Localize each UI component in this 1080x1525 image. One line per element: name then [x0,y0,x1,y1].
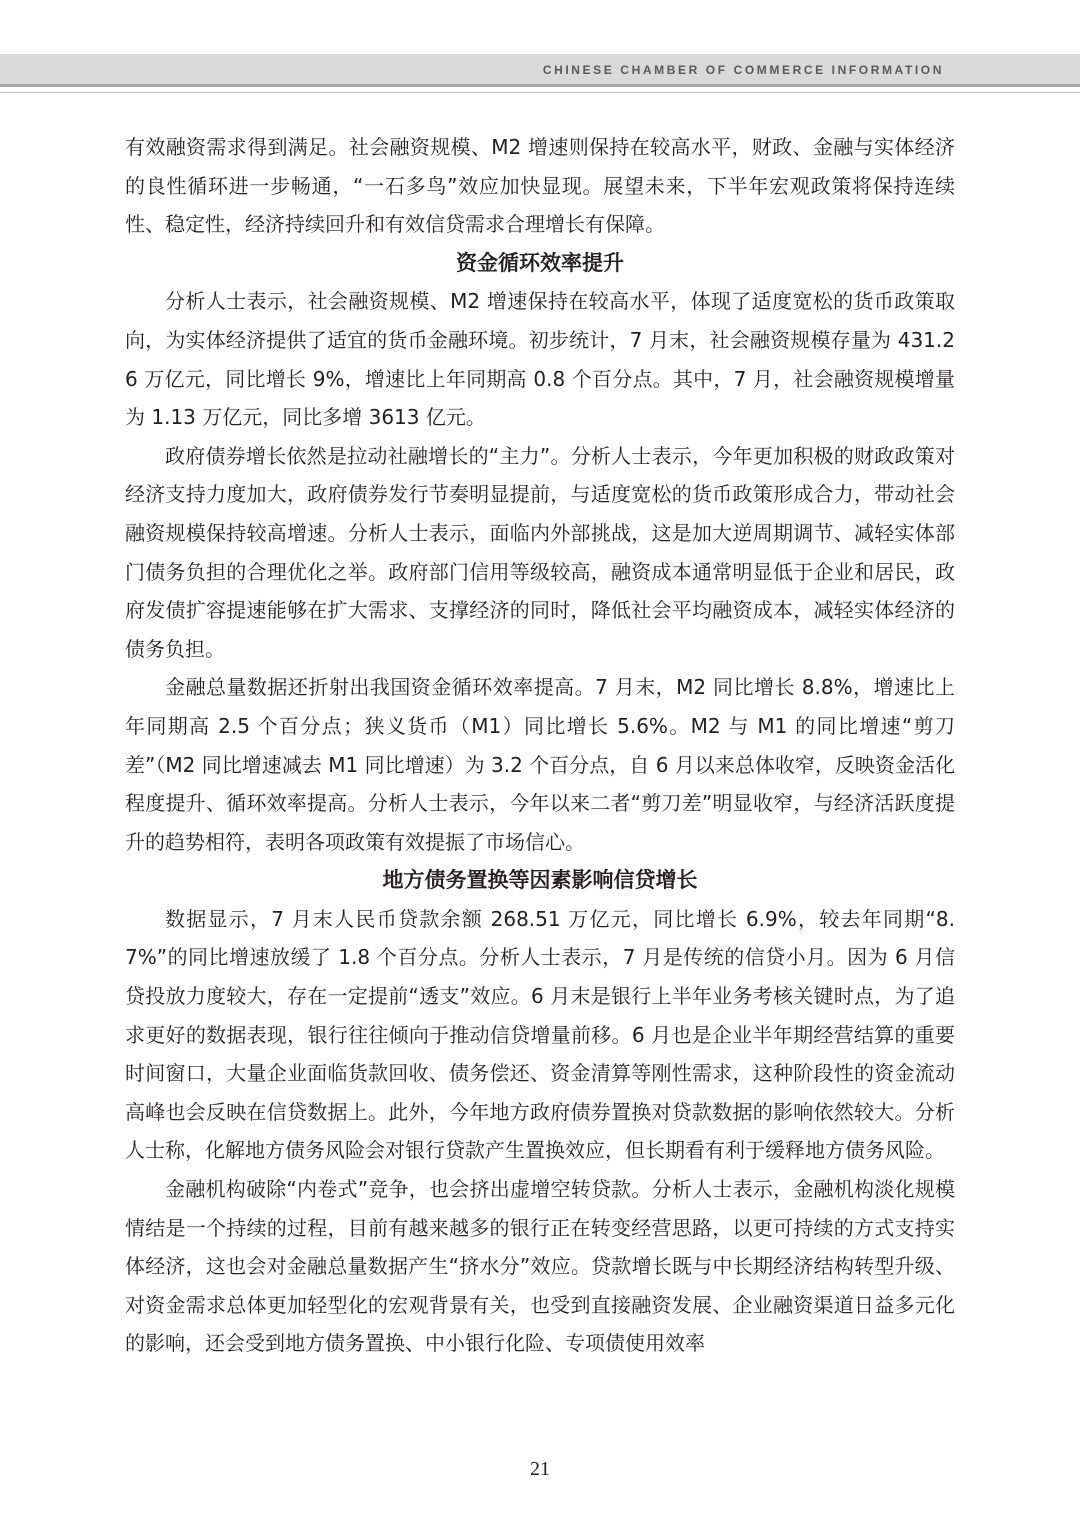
paragraph: 金融机构破除“内卷式”竞争，也会挤出虚增空转贷款。分析人士表示，金融机构淡化规模情结是一个持续的过程，目前有越来越多的银行正在转变经营思路，以更可持续的方式支持实体经济，这也会对金融总量数据产生“挤水分”效应。贷款增长既与中长期经济结构转型升级、对资金需求总体更加轻型化的宏观背景有关，也受到直接融资发展、企业融资渠道日益多元化的影响，还会受到地方债务置换、中小银行化险、专项债使用效率 [125,1177,955,1356]
paragraph: 分析人士表示，社会融资规模、M2 增速保持在较高水平，体现了适度宽松的货币政策取向，为实体经济提供了适宜的货币金融环境。初步统计，7 月末，社会融资规模存量为 431.26 万亿元，同比增长 9%，增速比上年同期高 0.8 个百分点。其中，7 月，社会融资规模增量为 1.13 万亿元，同比多增 3613 亿元。 [125,289,955,430]
section-heading-local-debt: 地方债务置换等因素影响信贷增长 [382,868,698,893]
paragraph: 数据显示，7 月末人民币贷款余额 268.51 万亿元，同比增长 6.9%，较去年同期“8.7%”的同比增速放缓了 1.8 个百分点。分析人士表示，7 月是传统的信贷小月。因为 6 月信贷投放力度较大，存在一定提前“透支”效应。6 月末是银行上半年业务考核关键时点，为了追求更好的数据表现，银行往往倾向于推动信贷增量前移。6 月也是企业半年期经营结算的重要时间窗口，大量企业面临货款回收、债务偿还、资金清算等刚性需求，这种阶段性的资金流动高峰也会反映在信贷数据上。此外，今年地方政府债券置换对贷款数据的影响依然较大。分析人士称，化解地方债务风险会对银行贷款产生置换效应，但长期看有利于缓释地方债务风险。 [125,906,955,1163]
header-divider [0,92,1080,93]
paragraph-continued: 有效融资需求得到满足。社会融资规模、M2 增速则保持在较高水平，财政、金融与实体经济的良性循环进一步畅通，“一石多鸟”效应加快显现。展望未来，下半年宏观政策将保持连续性、稳定性，经济持续回升和有效信贷需求合理增长有保障。 [125,135,955,237]
paragraph: 金融总量数据还折射出我国资金循环效率提高。7 月末，M2 同比增长 8.8%，增速比上年同期高 2.5 个百分点；狭义货币（M1）同比增长 5.6%。M2 与 M1 的同比增速“剪刀差”（M2 同比增速减去 M1 同比增速）为 3.2 个百分点，自 6 月以来总体收窄，反映资金活化程度提升、循环效率提高。分析人士表示，今年以来二者“剪刀差”明显收窄，与经济活跃度提升的趋势相符，表明各项政策有效提振了市场信心。 [125,675,955,854]
header-rule [0,84,1080,87]
publication-header: CHINESE CHAMBER OF COMMERCE INFORMATION [542,63,944,77]
section-heading-capital-circulation: 资金循环效率提升 [456,250,624,275]
page-number: 21 [530,1458,550,1480]
paragraph: 政府债券增长依然是拉动社融增长的“主力”。分析人士表示，今年更加积极的财政政策对经济支持力度加大，政府债券发行节奏明显提前，与适度宽松的货币政策形成合力，带动社会融资规模保持较高增速。分析人士表示，面临内外部挑战，这是加大逆周期调节、减轻实体部门债务负担的合理优化之举。政府部门信用等级较高，融资成本通常明显低于企业和居民，政府发债扩容提速能够在扩大需求、支撑经济的同时，降低社会平均融资成本，减轻实体经济的债务负担。 [125,443,955,661]
article-body [125,128,955,1363]
